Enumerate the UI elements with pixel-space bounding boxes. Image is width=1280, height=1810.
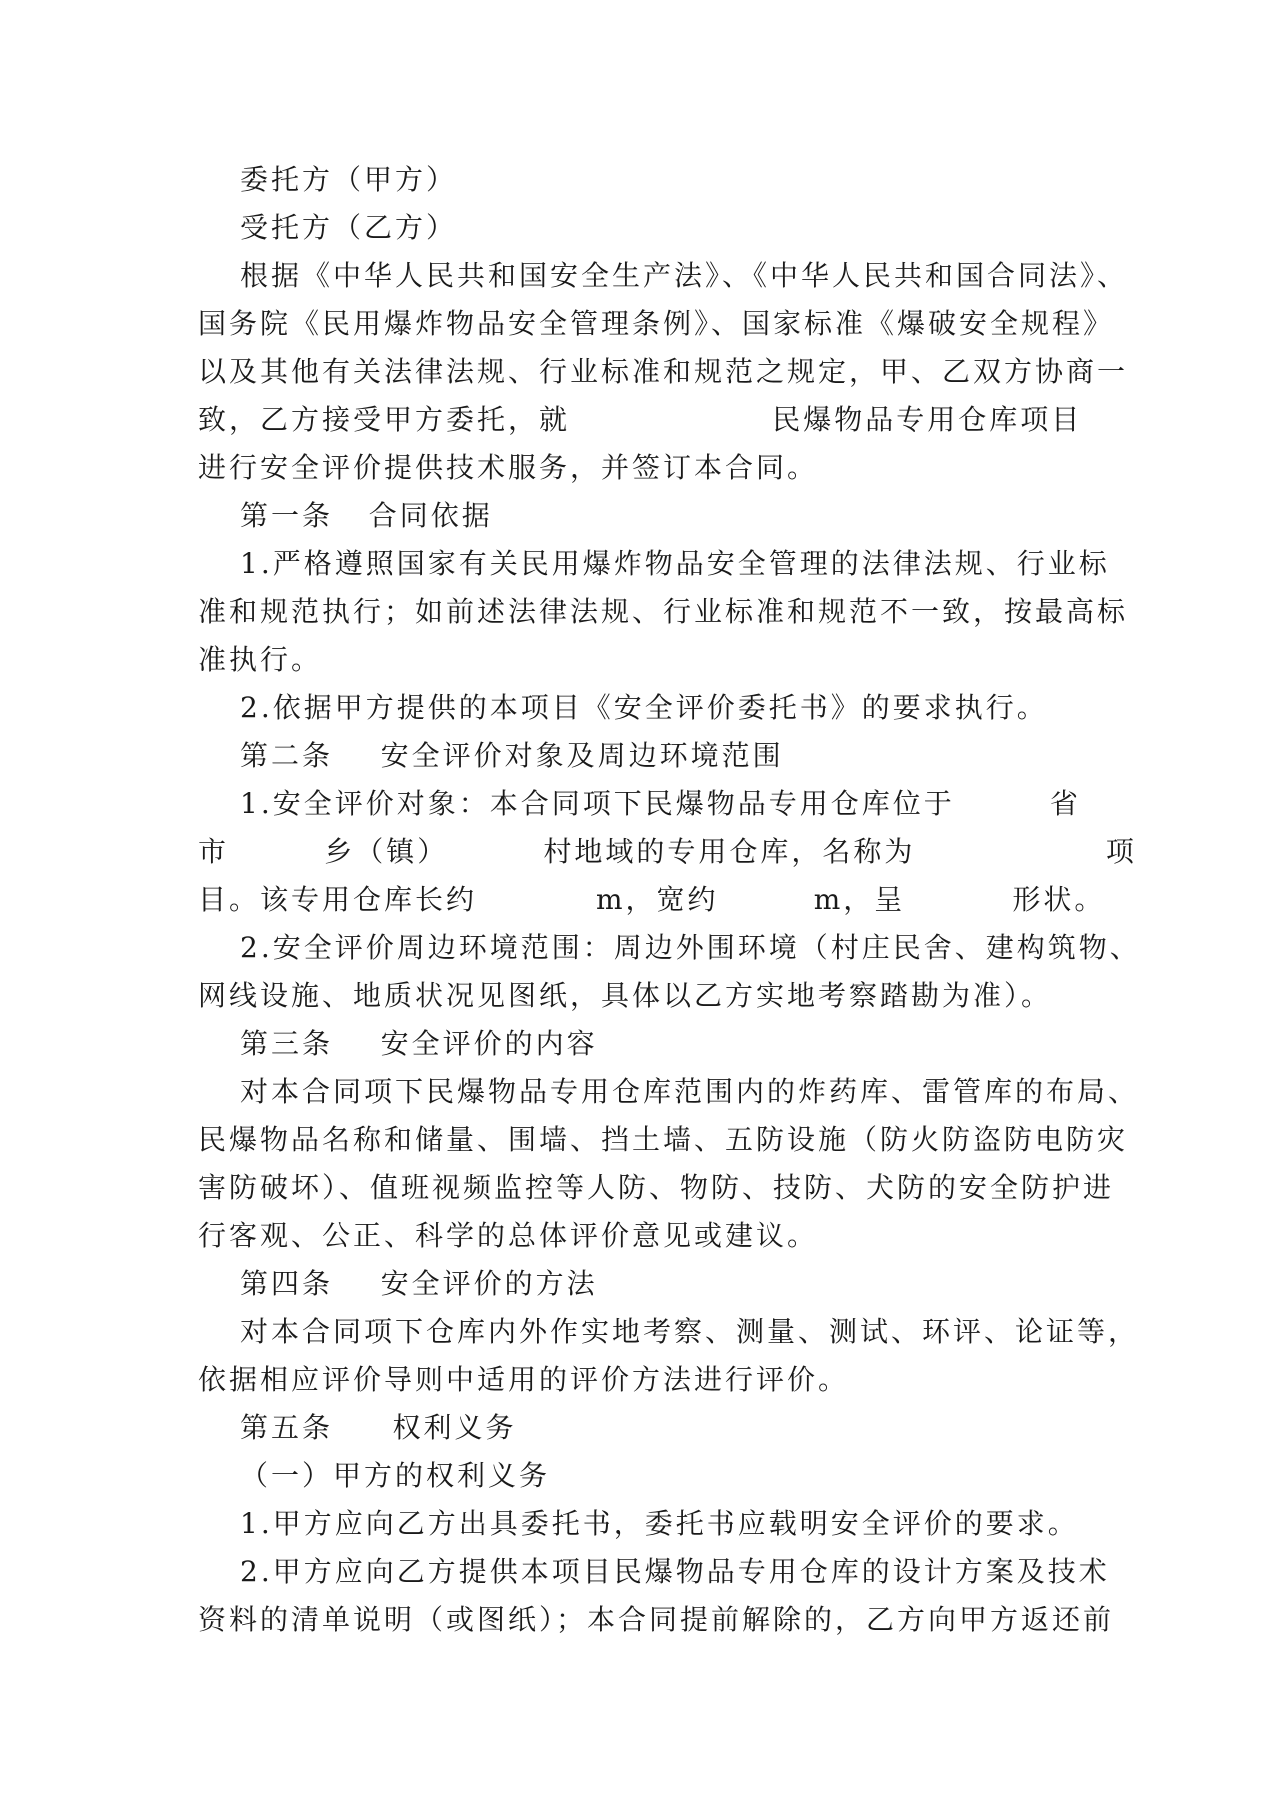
article-heading: 第二条 安全评价对象及周边环境范围 (240, 739, 784, 772)
paragraph-line: 2.甲方应向乙方提供本项目民爆物品专用仓库的设计方案及技术 (240, 1555, 1110, 1588)
article-heading: 第一条 合同依据 (240, 499, 493, 532)
paragraph-line: 资料的清单说明（或图纸）；本合同提前解除的，乙方向甲方返还前 (198, 1603, 1115, 1636)
paragraph-line: 2.依据甲方提供的本项目《安全评价委托书》的要求执行。 (240, 691, 1048, 724)
party-a-line: 委托方（甲方） (240, 163, 458, 196)
paragraph-line: 2.安全评价周边环境范围：周边外围环境（村庄民舍、建构筑物、 (240, 931, 1141, 964)
paragraph-line: 准执行。 (198, 643, 323, 676)
paragraph-line: 准和规范执行；如前述法律法规、行业标准和规范不一致，按最高标 (198, 595, 1129, 628)
paragraph-line: 市 乡（镇） 村地域的专用仓库，名称为 项 (198, 835, 1137, 868)
paragraph-line: 根据《中华人民共和国安全生产法》、《中华人民共和国合同法》、 (240, 259, 1129, 292)
paragraph-line: 1.甲方应向乙方出具委托书，委托书应载明安全评价的要求。 (240, 1507, 1079, 1540)
paragraph-line: 国务院《民用爆炸物品安全管理条例》、国家标准《爆破安全规程》 (198, 307, 1115, 340)
paragraph-line: 以及其他有关法律法规、行业标准和规范之规定，甲、乙双方协商一 (198, 355, 1129, 388)
paragraph-line: 民爆物品名称和储量、围墙、挡土墙、五防设施（防火防盗防电防灾 (198, 1123, 1129, 1156)
paragraph-line: 行客观、公正、科学的总体评价意见或建议。 (198, 1219, 819, 1252)
article-heading: 第五条 权利义务 (240, 1411, 517, 1444)
paragraph-line: 依据相应评价导则中适用的评价方法进行评价。 (198, 1363, 850, 1396)
paragraph-line: 网线设施、地质状况见图纸，具体以乙方实地考察踏勘为准）。 (198, 979, 1053, 1012)
paragraph-line: 1.安全评价对象：本合同项下民爆物品专用仓库位于 省 (240, 787, 1081, 820)
paragraph-line: 对本合同项下仓库内外作实地考察、测量、测试、环评、论证等， (240, 1315, 1140, 1348)
paragraph-line: 1.严格遵照国家有关民用爆炸物品安全管理的法律法规、行业标 (240, 547, 1110, 580)
section-heading: （一）甲方的权利义务 (240, 1459, 551, 1492)
paragraph-line: 进行安全评价提供技术服务，并签订本合同。 (198, 451, 819, 484)
article-heading: 第三条 安全评价的内容 (240, 1027, 598, 1060)
paragraph-line: 目。该专用仓库长约 m，宽约 m，呈 形状。 (198, 883, 1106, 916)
paragraph-line: 害防破坏）、值班视频监控等人防、物防、技防、犬防的安全防护进 (198, 1171, 1115, 1204)
party-b-line: 受托方（乙方） (240, 211, 458, 244)
article-heading: 第四条 安全评价的方法 (240, 1267, 598, 1300)
paragraph-line: 致，乙方接受甲方委托，就 民爆物品专用仓库项目 (198, 403, 1083, 436)
paragraph-line: 对本合同项下民爆物品专用仓库范围内的炸药库、雷管库的布局、 (240, 1075, 1140, 1108)
